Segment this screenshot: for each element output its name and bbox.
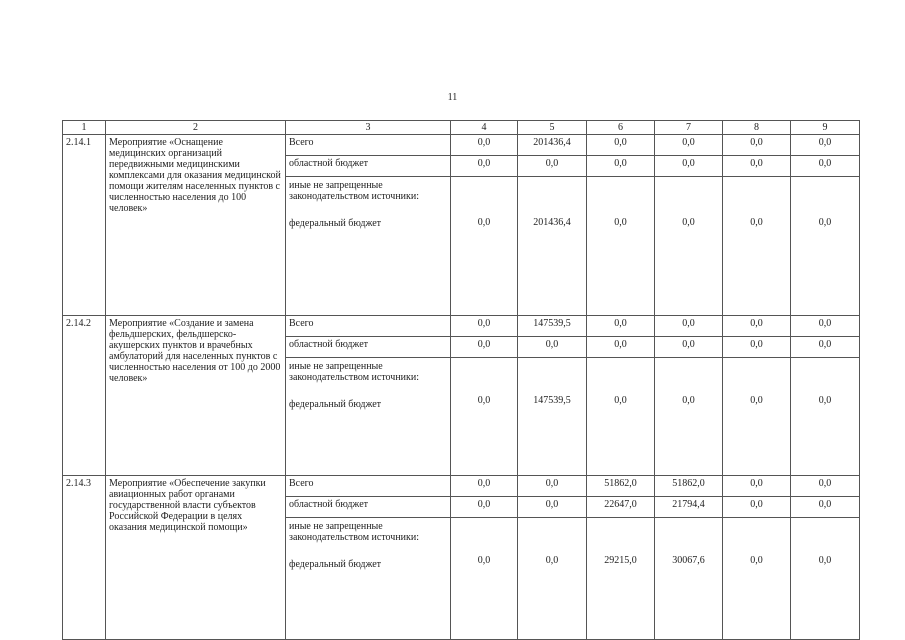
value-cell: 0,0 bbox=[451, 358, 518, 476]
funding-source: Всего bbox=[286, 316, 451, 337]
value-cell: 0,0 bbox=[451, 518, 518, 640]
value-cell: 0,0 bbox=[723, 316, 791, 337]
value-cell: 0,0 bbox=[451, 497, 518, 518]
value-cell: 30067,6 bbox=[655, 518, 723, 640]
value-cell: 0,0 bbox=[518, 156, 587, 177]
value-cell: 0,0 bbox=[791, 316, 860, 337]
funding-source bbox=[286, 518, 451, 640]
value-cell: 0,0 bbox=[518, 497, 587, 518]
header-cell: 9 bbox=[791, 121, 860, 135]
page-number: 11 bbox=[447, 92, 458, 103]
value-cell: 0,0 bbox=[791, 135, 860, 156]
measure-code: 2.14.3 bbox=[63, 476, 106, 640]
value-cell: 0,0 bbox=[723, 177, 791, 316]
measure-description: Мероприятие «Создание и замена фельдшерских, фельдшерско-акушерских пунктов и врачебных амбулаторий для населенных пунктов с численностью населения от 100 до 2000 человек» bbox=[106, 316, 286, 476]
header-cell: 4 bbox=[451, 121, 518, 135]
table-body bbox=[63, 121, 860, 640]
funding-source bbox=[286, 177, 451, 316]
spacer bbox=[289, 543, 447, 559]
value-cell: 0,0 bbox=[655, 177, 723, 316]
value-cell: 0,0 bbox=[723, 497, 791, 518]
header-cell: 2 bbox=[106, 121, 286, 135]
value-cell: 22647,0 bbox=[587, 497, 655, 518]
value-cell: 0,0 bbox=[655, 358, 723, 476]
value-cell: 147539,5 bbox=[518, 316, 587, 337]
value-cell: 0,0 bbox=[723, 156, 791, 177]
value-cell: 51862,0 bbox=[587, 476, 655, 497]
funding-source: Всего bbox=[286, 476, 451, 497]
value-cell: 51862,0 bbox=[655, 476, 723, 497]
measure-description: Мероприятие «Оснащение медицинских организаций передвижными медицинскими комплексами для оказания медицинской помощи жителям населенных пунктов с численностью населения до 100 человек» bbox=[106, 135, 286, 316]
value-cell: 201436,4 bbox=[518, 135, 587, 156]
header-cell: 5 bbox=[518, 121, 587, 135]
funding-source: Всего bbox=[286, 135, 451, 156]
value-cell: 0,0 bbox=[518, 337, 587, 358]
value-cell: 147539,5 bbox=[518, 358, 587, 476]
value-cell: 201436,4 bbox=[518, 177, 587, 316]
value-cell: 0,0 bbox=[723, 358, 791, 476]
value-cell: 0,0 bbox=[587, 337, 655, 358]
value-cell: 0,0 bbox=[791, 497, 860, 518]
value-cell: 0,0 bbox=[791, 476, 860, 497]
value-cell: 0,0 bbox=[791, 358, 860, 476]
value-cell: 0,0 bbox=[587, 135, 655, 156]
table-row bbox=[63, 135, 860, 156]
funding-source-label: иные не запрещенные законодательством источники: bbox=[289, 521, 420, 543]
value-cell: 0,0 bbox=[723, 337, 791, 358]
value-cell: 0,0 bbox=[451, 476, 518, 497]
value-cell: 0,0 bbox=[451, 156, 518, 177]
header-cell: 7 bbox=[655, 121, 723, 135]
funding-subsource-label: федеральный бюджет bbox=[289, 218, 382, 229]
table-row bbox=[63, 476, 860, 497]
spacer bbox=[289, 383, 447, 399]
value-cell: 0,0 bbox=[655, 135, 723, 156]
funding-source: областной бюджет bbox=[286, 497, 451, 518]
header-cell: 6 bbox=[587, 121, 655, 135]
value-cell: 0,0 bbox=[451, 316, 518, 337]
value-cell: 0,0 bbox=[451, 135, 518, 156]
value-cell: 0,0 bbox=[791, 337, 860, 358]
measure-code: 2.14.1 bbox=[63, 135, 106, 316]
funding-source: областной бюджет bbox=[286, 337, 451, 358]
value-cell: 0,0 bbox=[587, 156, 655, 177]
funding-source-label: иные не запрещенные законодательством источники: bbox=[289, 361, 420, 383]
value-cell: 0,0 bbox=[587, 358, 655, 476]
table-row bbox=[63, 316, 860, 337]
value-cell: 0,0 bbox=[791, 156, 860, 177]
value-cell: 0,0 bbox=[655, 156, 723, 177]
value-cell: 0,0 bbox=[451, 337, 518, 358]
value-cell: 21794,4 bbox=[655, 497, 723, 518]
funding-source-label: иные не запрещенные законодательством источники: bbox=[289, 180, 420, 202]
value-cell: 0,0 bbox=[518, 518, 587, 640]
value-cell: 0,0 bbox=[587, 177, 655, 316]
value-cell: 0,0 bbox=[723, 476, 791, 497]
header-cell: 8 bbox=[723, 121, 791, 135]
header-cell: 1 bbox=[63, 121, 106, 135]
budget-table bbox=[62, 120, 860, 640]
value-cell: 0,0 bbox=[723, 518, 791, 640]
value-cell: 0,0 bbox=[723, 135, 791, 156]
measure-code: 2.14.2 bbox=[63, 316, 106, 476]
spacer bbox=[289, 202, 447, 218]
funding-source bbox=[286, 358, 451, 476]
value-cell: 0,0 bbox=[518, 476, 587, 497]
measure-description: Мероприятие «Обеспечение закупки авиационных работ органами государственной власти субъектов Российской Федерации в целях оказания медицинской помощи» bbox=[106, 476, 286, 640]
funding-source: областной бюджет bbox=[286, 156, 451, 177]
value-cell: 0,0 bbox=[791, 518, 860, 640]
funding-subsource-label: федеральный бюджет bbox=[289, 399, 382, 410]
value-cell: 0,0 bbox=[791, 177, 860, 316]
value-cell: 0,0 bbox=[451, 177, 518, 316]
header-row bbox=[63, 121, 860, 135]
value-cell: 0,0 bbox=[655, 337, 723, 358]
funding-subsource-label: федеральный бюджет bbox=[289, 559, 382, 570]
value-cell: 0,0 bbox=[655, 316, 723, 337]
header-cell: 3 bbox=[286, 121, 451, 135]
value-cell: 29215,0 bbox=[587, 518, 655, 640]
value-cell: 0,0 bbox=[587, 316, 655, 337]
